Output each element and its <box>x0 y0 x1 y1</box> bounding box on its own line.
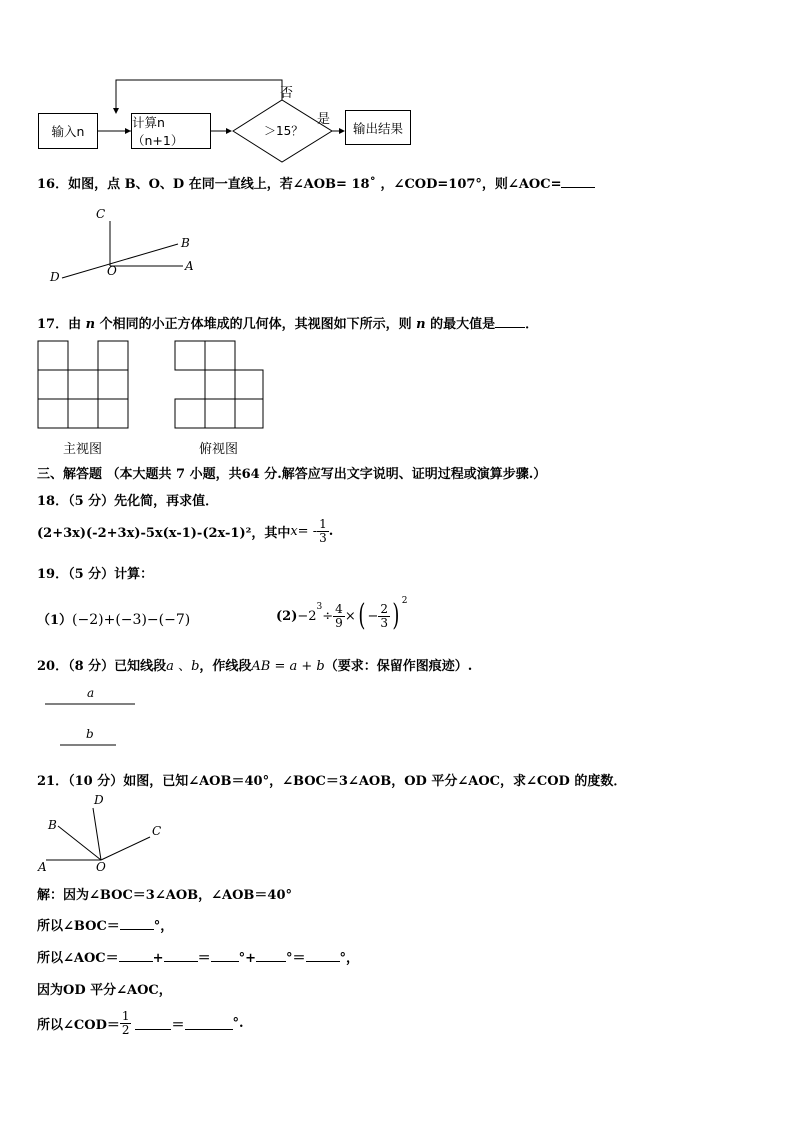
q20-text-a: 20．（8 分）已知线段 <box>37 659 167 674</box>
section3-heading: 三、解答题 （本大题共 7 小题，共64 分.解答应写出文字说明、证明过程或演算步骤.） <box>37 467 547 482</box>
q19-p2-open: ( <box>358 598 366 633</box>
q21-sol3-eq: ＝ <box>197 951 211 966</box>
flow-compute-label: 计算n（n+1） <box>132 115 184 148</box>
q20-seg-b-label: b <box>86 727 94 741</box>
q19-p2-neg: − <box>367 608 379 624</box>
q21-half-fraction <box>120 1010 132 1037</box>
q21-sol5-eq: ＝ <box>171 1018 185 1033</box>
q18-eq: = - <box>297 524 318 539</box>
q16-label-o: O <box>107 264 117 278</box>
q17-text-c: 的最大值是 <box>425 317 496 332</box>
flow-input-label: 输入n <box>51 124 85 139</box>
q19-p2-num1: 4 <box>335 601 343 616</box>
q21-sol5-a: 所以∠COD＝ <box>37 1018 120 1033</box>
q20-a: a <box>166 659 174 674</box>
q21-sol2-b: °， <box>153 919 174 934</box>
q21-sol5-end: °. <box>232 1016 244 1031</box>
q19-p2-exp2: 2 <box>401 596 408 606</box>
q21-sol2-a: 所以∠BOC＝ <box>37 919 120 934</box>
q18-heading: 18．（5 分）先化简，再求值． <box>37 494 219 509</box>
q17-n1: n <box>85 317 96 332</box>
q21-label-c: C <box>152 824 162 838</box>
q21-sol3-a: 所以∠AOC＝ <box>37 951 119 966</box>
q19-heading: 19．（5 分）计算： <box>37 567 154 582</box>
q19-p2-times: × <box>344 608 356 624</box>
q21-solution-3 <box>37 947 359 966</box>
q21-text: 21．（10 分）如图，已知∠AOB＝40°，∠BOC＝3∠AOB，OD 平分∠AOC，求∠COD 的度数． <box>37 774 627 789</box>
q17-text-a: 17．由 <box>37 317 86 332</box>
q21-sol5-den: 2 <box>121 1023 130 1037</box>
q21-cod-blank-1 <box>135 1017 171 1030</box>
q18-end: . <box>328 524 334 539</box>
q17-front-caption: 主视图 <box>63 442 103 457</box>
q21-boc-blank <box>120 917 154 930</box>
q20-comma: 、 <box>173 659 192 674</box>
q21-sol3-plus: + <box>152 951 164 966</box>
q18-expr: (2+3x)(-2+3x)-5x(x-1)-(2x-1)²，其中 <box>37 526 291 541</box>
q17-n2: n <box>416 317 426 332</box>
q21-aoc-blank-2 <box>164 949 198 962</box>
q18-x: x <box>290 524 298 539</box>
q21-aoc-blank-5 <box>306 949 340 962</box>
q21-solution-1: 解：因为∠BOC＝3∠AOB，∠AOB＝40° <box>37 888 293 903</box>
q21-sol3-end: °， <box>339 951 360 966</box>
q21-label-a: A <box>38 860 47 874</box>
q21-solution-5 <box>37 1010 244 1037</box>
q17-text-end: ． <box>525 317 539 332</box>
q17-top-caption: 俯视图 <box>199 442 239 457</box>
flow-no-label: 否 <box>280 86 294 101</box>
q19-p2-div: ÷ <box>322 608 334 624</box>
q19-p2-den2: 3 <box>380 615 388 630</box>
q21-label-d: D <box>94 793 104 807</box>
q16-label-d: D <box>50 270 60 284</box>
q19-p2-den1: 9 <box>335 615 343 630</box>
q20-expr: AB = a + b <box>251 659 325 674</box>
q16-question: 16．如图，点 B、O、D 在同一直线上，若∠AOB= 18˚ ，∠COD=107°，则∠AOC= <box>37 177 562 192</box>
q19-p2-close: ) <box>392 598 400 633</box>
q19-p2-label: (2) <box>276 608 298 624</box>
q16-label-b: B <box>181 236 190 250</box>
q21-solution-2 <box>37 915 173 934</box>
q16-label-a: A <box>185 259 194 273</box>
flow-output-label: 输出结果 <box>352 120 403 136</box>
q19-p2-a: −2 <box>297 608 317 624</box>
q20-b: b <box>191 659 200 674</box>
flow-yes-label: 是 <box>317 112 331 127</box>
q21-sol3-deg1: °+ <box>238 951 256 966</box>
q19-p1-label: （1） <box>37 613 73 628</box>
q19-p2-exp: 3 <box>316 602 323 612</box>
q19-p1-expr: (−2)+(−3)−(−7) <box>72 612 191 628</box>
q21-aoc-blank-3 <box>211 949 239 962</box>
q20-seg-a-label: a <box>87 686 95 700</box>
q20-text-b: ，作线段 <box>199 659 252 674</box>
q21-solution-4: 因为OD 平分∠AOC， <box>37 983 172 998</box>
q21-sol3-deg2: °＝ <box>285 951 306 966</box>
q21-sol5-num: 1 <box>121 1009 130 1023</box>
q21-cod-blank-2 <box>185 1017 233 1030</box>
q21-label-o: O <box>96 860 106 874</box>
q18-den: 3 <box>319 531 327 545</box>
q20-text-c: （要求：保留作图痕迹）. <box>324 659 473 674</box>
q18-num: 1 <box>319 517 327 531</box>
q21-label-b: B <box>48 818 57 832</box>
q21-aoc-blank-4 <box>256 949 286 962</box>
q16-label-c: C <box>96 207 106 221</box>
q21-aoc-blank-1 <box>119 949 153 962</box>
q17-text-b: 个相同的小正方体堆成的几何体，其视图如下所示，则 <box>95 317 417 332</box>
flow-condition-label: ＞15？ <box>264 124 304 138</box>
q19-p2-num2: 2 <box>380 601 388 616</box>
